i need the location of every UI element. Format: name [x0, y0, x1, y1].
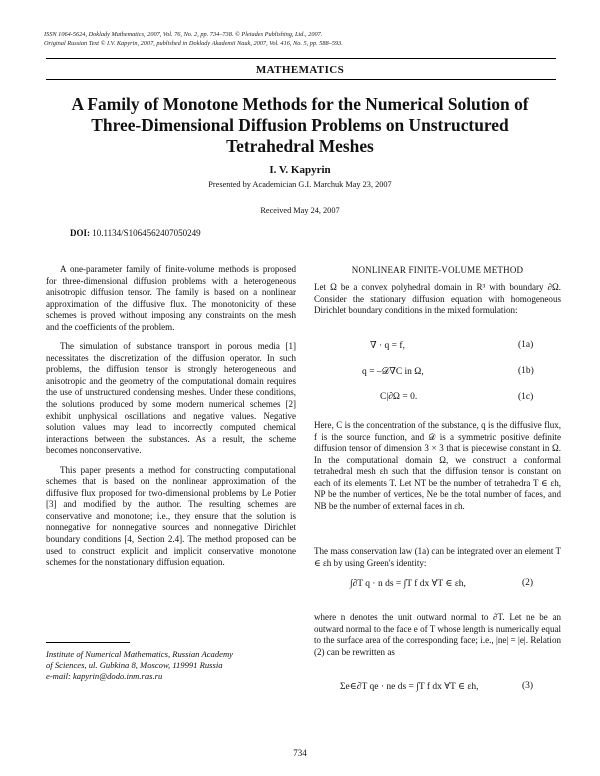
- section-rule: [46, 79, 556, 80]
- affiliation-footnote: [46, 649, 296, 683]
- abstract-paragraph: A one-parameter family of finite-volume methods is proposed for three-dimensional diffusion problems with a heterogeneous anisotropic diffusion tensor. The family is based on a nonlinear approximation of the diffusive flux. The monotonicity of these schemes is proved without imposing any constraints on the mesh and the coefficients of the problem.: [46, 264, 296, 332]
- equation-1b: q = –𝒟∇C in Ω,: [362, 367, 424, 377]
- equation-1b-number: (1b): [518, 366, 534, 376]
- right-paragraph-2: Here, C is the concentration of the substance, q is the diffusive flux, f is the source function, and 𝒟 is a symmetric positive definite diffusion tensor of dimension 3 × 3 that is piecewise constant in Ω. In the computational domain Ω, we construct a conformal tetrahedral mesh εh such that the diffusion tensor is constant on each of its elements T. Let NT be the number of tetrahedra T ∈ εh, NP be the number of vertices, Ne be the total number of faces, and NB be the number of external faces in εh.: [314, 420, 561, 511]
- right-paragraph-1: Let Ω be a convex polyhedral domain in R³ with boundary ∂Ω. Consider the stationary diffusion equation with homogeneous Dirichlet boundary conditions in the mixed formulation:: [314, 282, 561, 316]
- left-column: [46, 264, 296, 569]
- equation-2: ∫∂T q · n ds = ∫T f dx ∀T ∈ εh,: [350, 579, 466, 589]
- footnote-email: e-mail: kapyrin@dodo.inm.ras.ru: [46, 671, 163, 682]
- journal-header: [44, 31, 564, 48]
- equation-1a: ∇ · q = f,: [370, 341, 405, 351]
- presented-by: Presented by Academician G.I. Marchuk May 23, 2007: [208, 180, 392, 189]
- author: I. V. Kapyrin: [269, 164, 331, 176]
- equation-3-number: (3): [522, 681, 534, 691]
- footnote-line-1: Institute of Numerical Mathematics, Russian Academy: [46, 649, 233, 659]
- doi: [70, 228, 201, 238]
- section-heading: NONLINEAR FINITE-VOLUME METHOD: [351, 265, 524, 275]
- right-paragraph-3: The mass conservation law (1a) can be integrated over an element T ∈ εh by using Green's identity:: [314, 546, 561, 568]
- doi-value: 10.1134/S1064562407050249: [92, 228, 201, 238]
- footnote-rule: [46, 642, 130, 643]
- intro-paragraph-1: The simulation of substance transport in porous media [1] necessitates the discretization of the diffusion operator. In such problems, the diffusion tensor is strongly heterogeneous and anisotropic and the geometry of the computational domain requires the use of unstructured condensing meshes. Under these conditions, the solutions produced by some modern numerical schemes [2] exhibit unphysical oscillations and negative values. Negative solution values may lead to incorrectly computed chemical interactions between the substances. As a result, the scheme becomes nonconservative.: [46, 341, 296, 456]
- equation-2-number: (2): [522, 578, 534, 588]
- section-label: MATHEMATICS: [255, 64, 345, 76]
- equation-1a-number: (1a): [518, 340, 534, 350]
- paper-title: A Family of Monotone Methods for the Numerical Solution of Three-Dimensional Diffusion Problems on Unstructured Tetrahedral Meshes: [71, 94, 529, 156]
- equation-3: Σe∈∂T qe · ne ds = ∫T f dx ∀T ∈ εh,: [340, 682, 479, 692]
- intro-paragraph-2: This paper presents a method for constructing computational schemes that is based on the nonlinear approximation of the diffusive flux proposed for two-dimensional problems by Le Potier [3] and modified by the author. The resulting schemes are conservative and monotone; i.e., they ensure that the solution is nonnegative for nonnegative sources and nonnegative Dirichlet boundary conditions [4, Section 2.4]. The method proposed can be used to construct explicit and implicit conservative monotone schemes for the nonstationary diffusion equation.: [46, 464, 296, 568]
- page-number: 734: [293, 748, 307, 758]
- right-paragraph-4: where n denotes the unit outward normal to ∂T. Let ne be an outward normal to the face e of T whose length is numerically equal to the surface area of the corresponding face; i.e., |ne| = |e|. Relation (2) can be rewritten as: [314, 612, 561, 657]
- header-line-2: Original Russian Text © I.V. Kapyrin, 2007, published in Doklady Akademii Nauk, 2007, Vol. 416, No. 5, pp. 588–593.: [44, 39, 343, 47]
- received-date: Received May 24, 2007: [260, 206, 340, 215]
- top-rule: [46, 58, 556, 59]
- equation-1c-number: (1c): [518, 392, 534, 402]
- doi-label: DOI:: [70, 228, 90, 238]
- footnote-line-2: of Sciences, ul. Gubkina 8, Moscow, 119991 Russia: [46, 660, 223, 671]
- header-line-1: ISSN 1064-5624, Doklady Mathematics, 2007, Vol. 76, No. 2, pp. 734–738. © Pleiades Publishing, Ltd., 2007.: [44, 31, 323, 38]
- equation-1c: C|∂Ω = 0.: [380, 392, 418, 402]
